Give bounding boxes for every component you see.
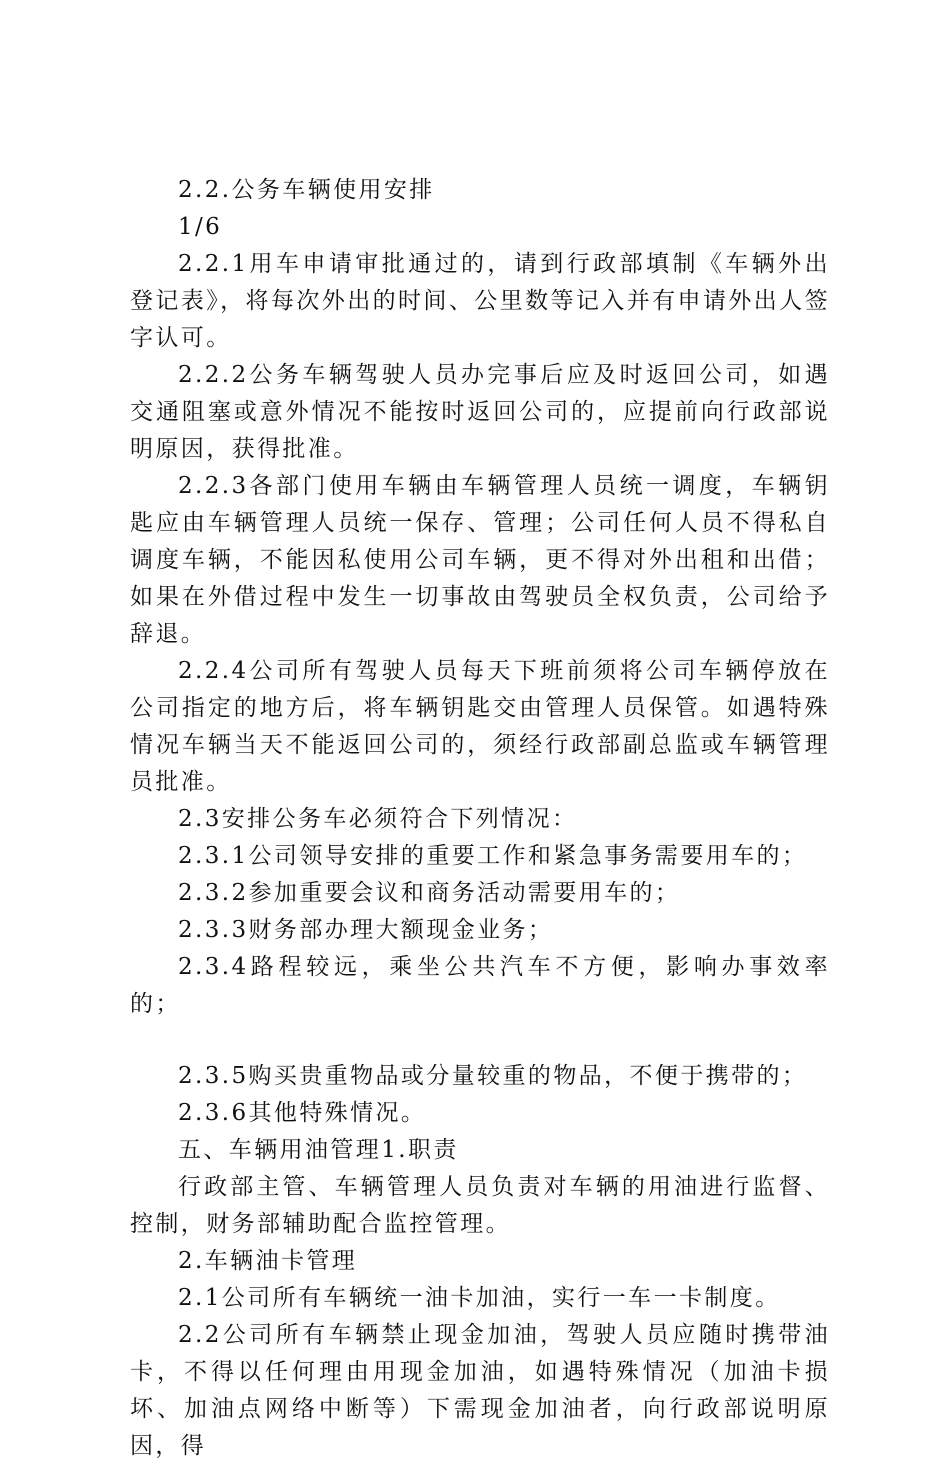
- paragraph: 2.2.2公务车辆驾驶人员办完事后应及时返回公司，如遇交通阻塞或意外情况不能按时返回公司的，应提前向行政部说明原因，获得批准。: [130, 362, 830, 462]
- section-heading: 2.2.公务车辆使用安排: [178, 177, 435, 203]
- paragraph: 2.2公司所有车辆禁止现金加油，驾驶人员应随时携带油卡，不得以任何理由用现金加油，如遇特殊情况（加油卡损坏、加油点网络中断等）下需现金加油者，向行政部说明原因，得: [130, 1322, 830, 1459]
- list-item: 2.3.6其他特殊情况。: [178, 1100, 427, 1126]
- list-item: 2.3.5购买贵重物品或分量较重的物品，不便于携带的；: [178, 1063, 808, 1089]
- list-item: 2.3.3财务部办理大额现金业务；: [178, 917, 554, 943]
- paragraph: 2.1公司所有车辆统一油卡加油，实行一车一卡制度。: [178, 1285, 781, 1311]
- paragraph: 行政部主管、车辆管理人员负责对车辆的用油进行监督、控制，财务部辅助配合监控管理。: [130, 1174, 830, 1237]
- list-item: 2.3.1公司领导安排的重要工作和紧急事务需要用车的；: [178, 843, 808, 869]
- section-heading: 五、车辆用油管理1.职责: [178, 1137, 459, 1163]
- list-item: 2.3.2参加重要会议和商务活动需要用车的；: [178, 880, 681, 906]
- paragraph: 2.2.4公司所有驾驶人员每天下班前须将公司车辆停放在公司指定的地方后，将车辆钥匙交由管理人员保管。如遇特殊情况车辆当天不能返回公司的，须经行政部副总监或车辆管理员批准。: [130, 658, 830, 795]
- paragraph: 2.2.1用车申请审批通过的，请到行政部填制《车辆外出登记表》，将每次外出的时间、公里数等记入并有申请外出人签字认可。: [130, 251, 830, 351]
- section-heading: 2.车辆油卡管理: [178, 1248, 358, 1274]
- document-body: [130, 172, 830, 1465]
- page-number: 1/6: [178, 214, 223, 240]
- paragraph: 2.3安排公务车必须符合下列情况：: [178, 806, 578, 832]
- paragraph: 2.2.3各部门使用车辆由车辆管理人员统一调度，车辆钥匙应由车辆管理人员统一保存、管理；公司任何人员不得私自调度车辆，不能因私使用公司车辆，更不得对外出租和出借；如果在外借过程中发生一切事故由驾驶员全权负责，公司给予辞退。: [130, 473, 830, 647]
- list-item: 2.3.4路程较远，乘坐公共汽车不方便，影响办事效率的；: [130, 954, 830, 1017]
